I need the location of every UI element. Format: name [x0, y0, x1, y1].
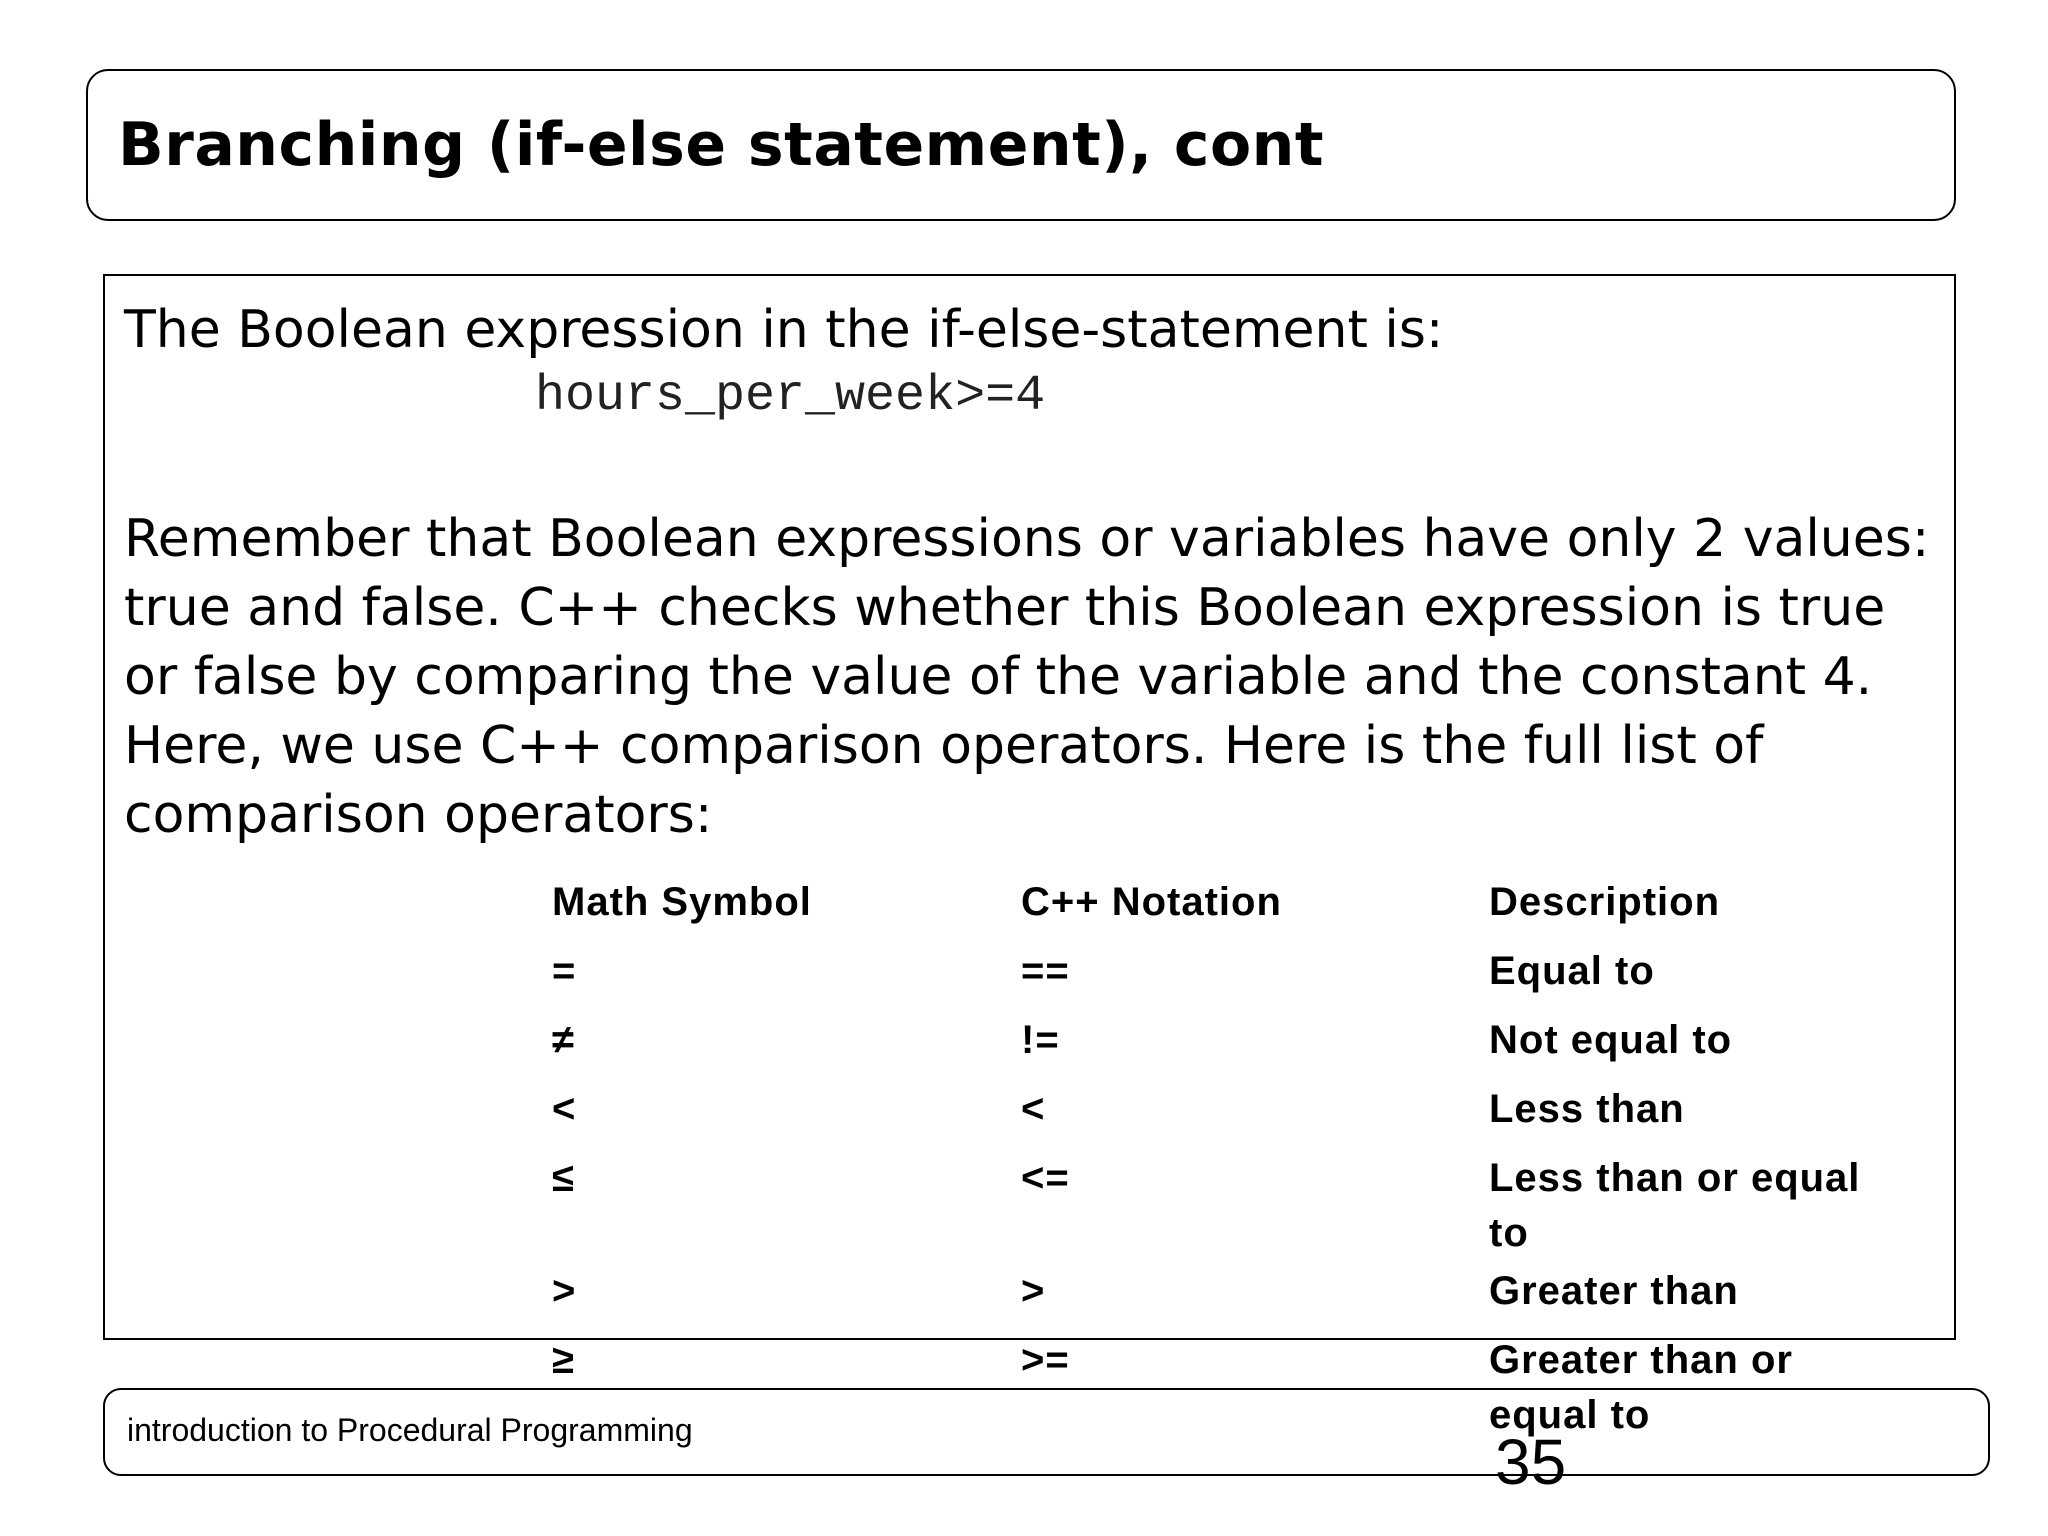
slide-title: Branching (if-else statement), cont: [118, 110, 1325, 180]
table-cell-math: ≠: [552, 1018, 575, 1062]
paragraph-line: comparison operators:: [124, 785, 713, 845]
table-cell-math: =: [552, 949, 577, 993]
table-cell-description: Equal to: [1489, 949, 1655, 993]
table-cell-description: Less than or equal to: [1489, 1156, 1861, 1255]
title-frame: [86, 69, 1956, 221]
table-cell-description: Less than: [1489, 1087, 1685, 1131]
intro-text: The Boolean expression in the if-else-statement is:: [124, 300, 1444, 360]
paragraph-line: Remember that Boolean expressions or variables have only 2 values:: [124, 509, 1930, 569]
table-cell-math: >: [552, 1269, 577, 1313]
table-cell-math: <: [552, 1087, 577, 1131]
paragraph-line: or false by comparing the value of the variable and the constant 4.: [124, 647, 1873, 707]
table-header-math: Math Symbol: [552, 880, 812, 924]
paragraph-line: true and false. C++ checks whether this Boolean expression is true: [124, 578, 1886, 638]
page-number: 35: [1495, 1426, 1567, 1498]
paragraph-line: Here, we use C++ comparison operators. Here is the full list of: [124, 716, 1764, 776]
table-cell-cpp: !=: [1021, 1018, 1060, 1062]
table-header-cpp: C++ Notation: [1021, 880, 1282, 924]
table-cell-math: ≤: [552, 1156, 575, 1200]
table-cell-description: Not equal to: [1489, 1018, 1733, 1062]
table-cell-description: Greater than: [1489, 1269, 1739, 1313]
table-cell-description: Greater than or equal to: [1489, 1338, 1793, 1437]
table-cell-cpp: >=: [1021, 1338, 1070, 1382]
table-cell-math: ≥: [552, 1338, 575, 1382]
code-expression: hours_per_week>=4: [535, 368, 1046, 425]
table-cell-cpp: <=: [1021, 1156, 1070, 1200]
table-cell-cpp: <: [1021, 1087, 1046, 1131]
table-cell-cpp: ==: [1021, 949, 1070, 993]
footer-course-name: introduction to Procedural Programming: [127, 1412, 693, 1448]
table-cell-cpp: >: [1021, 1269, 1046, 1313]
table-header-description: Description: [1489, 880, 1721, 924]
